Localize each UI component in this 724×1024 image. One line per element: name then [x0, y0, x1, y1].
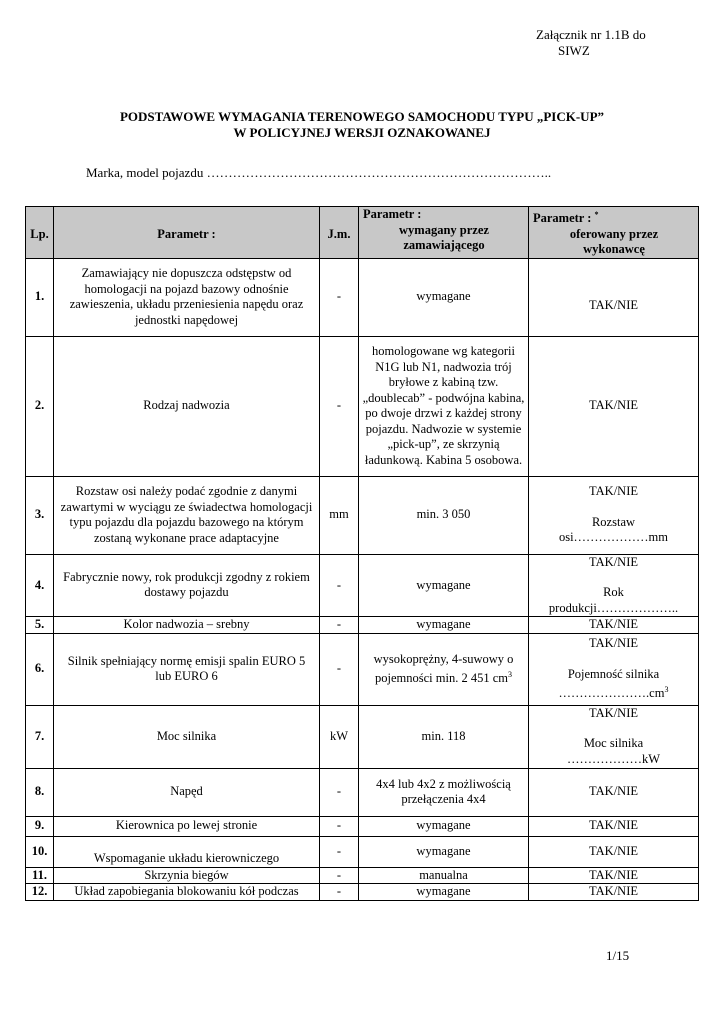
table-row	[26, 816, 699, 836]
row-offered: TAK/NIE	[529, 336, 699, 476]
title-line-2: W POLICYJNEJ WERSJI OZNAKOWANEJ	[233, 125, 491, 140]
row-offered: TAK/NIE	[529, 884, 699, 901]
page-number: 1/15	[606, 948, 630, 963]
row-param: Moc silnika	[54, 705, 320, 768]
row-offered: TAK/NIE Rozstaw osi………………mm	[529, 476, 699, 554]
row-param: Rodzaj nadwozia	[54, 336, 320, 476]
row-offered: TAK/NIE	[529, 258, 699, 336]
table-row	[26, 705, 699, 768]
row-required: wymagane	[359, 836, 529, 867]
row-offered: TAK/NIE Rok produkcji………………..	[529, 554, 699, 617]
header-lp: Lp.	[26, 207, 54, 259]
row-jm: -	[320, 336, 359, 476]
row-required: wymagane	[359, 816, 529, 836]
row-offered: TAK/NIE Moc silnika ………………kW	[529, 705, 699, 768]
table-row	[26, 768, 699, 816]
row-required: 4x4 lub 4x2 z możliwością przełączenia 4x4	[359, 768, 529, 816]
header-jm: J.m.	[320, 207, 359, 259]
row-jm: -	[320, 617, 359, 634]
annex-line-1: Załącznik nr 1.1B do	[536, 27, 646, 42]
row-lp: 11.	[26, 867, 54, 884]
row-param: Kierownica po lewej stronie	[54, 816, 320, 836]
table-row	[26, 867, 699, 884]
annex-label	[536, 27, 646, 59]
row-lp: 5.	[26, 617, 54, 634]
table-row	[26, 633, 699, 705]
row-required: min. 118	[359, 705, 529, 768]
row-jm: kW	[320, 705, 359, 768]
requirements-table	[25, 206, 699, 901]
row-param: Kolor nadwozia – srebny	[54, 617, 320, 634]
row-required: wymagane	[359, 258, 529, 336]
row-param: Napęd	[54, 768, 320, 816]
table-row	[26, 258, 699, 336]
row-required: wymagane	[359, 554, 529, 617]
row-required: wymagane	[359, 884, 529, 901]
row-lp: 6.	[26, 633, 54, 705]
table-row	[26, 884, 699, 901]
row-offered: TAK/NIE	[529, 768, 699, 816]
table-row	[26, 336, 699, 476]
title-line-1: PODSTAWOWE WYMAGANIA TERENOWEGO SAMOCHODU TYPU „PICK-UP”	[119, 109, 605, 124]
row-param: Fabrycznie nowy, rok produkcji zgodny z rokiem dostawy pojazdu	[54, 554, 320, 617]
row-lp: 2.	[26, 336, 54, 476]
header-required: Parametr : wymagany przez zamawiającego	[359, 207, 529, 259]
vehicle-model-field: Marka, model pojazdu ……………………………………………………………………..	[86, 165, 552, 180]
row-param: Rozstaw osi należy podać zgodnie z danymi zawartymi w wyciągu ze świadectwa homologacji typu pojazdu dla pojazdu bazowego na którym zostaną wykonane prace adaptacyjne	[54, 476, 320, 554]
row-jm: -	[320, 633, 359, 705]
row-lp: 7.	[26, 705, 54, 768]
row-jm: -	[320, 884, 359, 901]
row-lp: 12.	[26, 884, 54, 901]
row-param: Zamawiający nie dopuszcza odstępstw od homologacji na pojazd bazowy odnośnie zawieszenia, układu przeniesienia napędu oraz jednostki napędowej	[54, 258, 320, 336]
header-offered: Parametr : * oferowany przez wykonawcę	[529, 207, 699, 259]
row-lp: 4.	[26, 554, 54, 617]
row-param: Skrzynia biegów	[54, 867, 320, 884]
document-title	[0, 109, 724, 141]
row-lp: 3.	[26, 476, 54, 554]
row-jm: -	[320, 867, 359, 884]
row-param: Silnik spełniający normę emisji spalin EURO 5 lub EURO 6	[54, 633, 320, 705]
row-param: Wspomaganie układu kierowniczego	[54, 836, 320, 867]
table-row	[26, 476, 699, 554]
row-required: manualna	[359, 867, 529, 884]
row-required: min. 3 050	[359, 476, 529, 554]
row-jm: -	[320, 768, 359, 816]
row-required: homologowane wg kategorii N1G lub N1, nadwozia trój bryłowe z kabiną tzw. „doublecab” - podwójna kabina, po dwoje drzwi z każdej strony pojazdu. Nadwozie w systemie „pick-up”, ze skrzynią ładunkową. Kabina 5 osobowa.	[359, 336, 529, 476]
row-offered: TAK/NIE	[529, 617, 699, 634]
table-row	[26, 554, 699, 617]
row-offered: TAK/NIE	[529, 836, 699, 867]
table-row	[26, 617, 699, 634]
row-offered: TAK/NIE	[529, 816, 699, 836]
row-offered: TAK/NIE Pojemność silnika $\dots\dots\dots\dots\dots\dots\dots.cm^3$	[529, 633, 699, 705]
row-jm: -	[320, 554, 359, 617]
annex-line-2: SIWZ	[558, 43, 590, 58]
row-required: wysokoprężny, 4-suwowy o pojemności min. 2 451 $cm^3$	[359, 633, 529, 705]
row-lp: 1.	[26, 258, 54, 336]
table-row	[26, 836, 699, 867]
row-lp: 9.	[26, 816, 54, 836]
row-lp: 8.	[26, 768, 54, 816]
row-jm: -	[320, 836, 359, 867]
row-required: wymagane	[359, 617, 529, 634]
row-jm: mm	[320, 476, 359, 554]
row-jm: -	[320, 258, 359, 336]
table-header-row	[26, 207, 699, 259]
row-jm: -	[320, 816, 359, 836]
row-lp: 10.	[26, 836, 54, 867]
row-param: Układ zapobiegania blokowaniu kół podczas	[54, 884, 320, 901]
row-offered: TAK/NIE	[529, 867, 699, 884]
header-parametr: Parametr :	[54, 207, 320, 259]
